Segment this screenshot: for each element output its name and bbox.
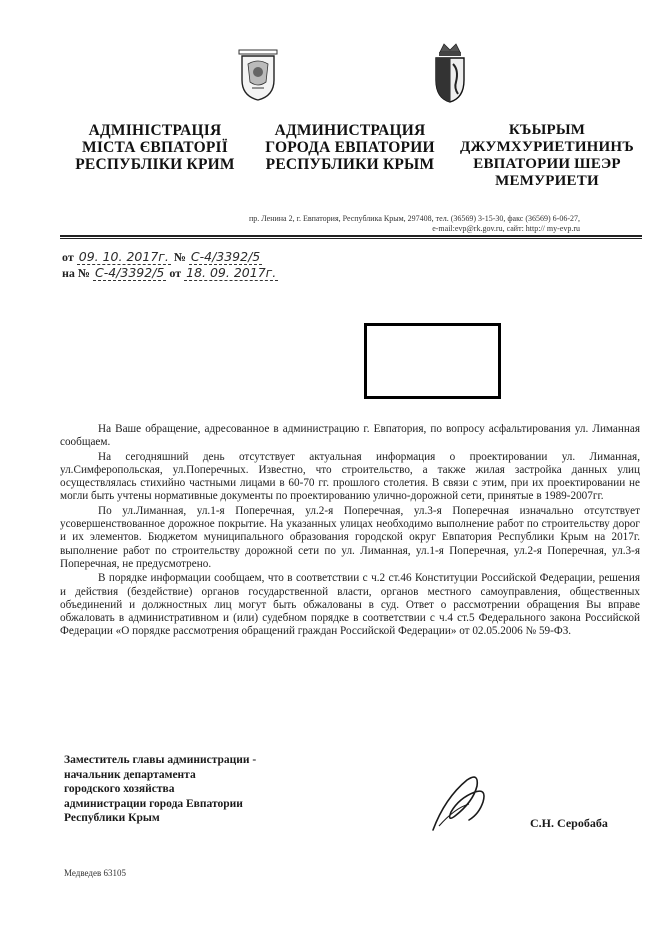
- incoming-reference: [62, 265, 278, 281]
- handwritten-signature-icon: [425, 768, 505, 838]
- body-paragraph: На Ваше обращение, адресованное в администрацию г. Евпатория, по вопросу асфальтирования ул. Лиманная сообщаем.: [60, 423, 640, 449]
- header-crimean-tatar: [452, 122, 642, 190]
- signer-name: С.Н. Серобаба: [530, 816, 608, 830]
- address-block: [60, 214, 580, 234]
- header-ukrainian: [60, 122, 250, 173]
- header-crh-line: ДЖУМХУРИЕТИНИНЪ: [460, 139, 634, 155]
- outgoing-reference: [62, 249, 262, 265]
- from-label: от: [62, 250, 74, 264]
- executor-note: Медведев 63105: [64, 868, 126, 878]
- header-divider: [60, 235, 642, 237]
- header-ru-line: АДМИНИСТРАЦИЯ: [274, 122, 426, 139]
- to-label: на №: [62, 266, 90, 280]
- position-line: начальник департамента: [64, 768, 196, 781]
- header-crh-line: КЪЫРЫМ: [508, 122, 586, 138]
- redacted-addressee: [364, 323, 501, 399]
- header-ru-line: РЕСПУБЛИКИ КРЫМ: [265, 156, 435, 173]
- header-ua-line: МІСТА ЄВПАТОРІЇ: [82, 139, 228, 156]
- incoming-number: С-4/3392/5: [94, 265, 165, 280]
- header-crh-line: МЕМУРИЕТИ: [495, 173, 599, 189]
- number-label: №: [173, 250, 186, 264]
- header-russian: [255, 122, 445, 173]
- ref-from-label: от: [169, 266, 182, 280]
- coat-of-arms-icon: [238, 48, 278, 102]
- incoming-date: 18. 09. 2017г.: [186, 265, 277, 280]
- position-line: Республики Крым: [64, 812, 160, 824]
- address-line: пр. Ленина 2, г. Евпатория, Республика Крым, 297408, тел. (36569) 3-15-30, факс (36569) 6-06-27,: [249, 214, 580, 223]
- signatory-position: [64, 753, 256, 826]
- city-emblem-icon: [430, 42, 470, 104]
- body-paragraph: По ул.Лиманная, ул.1-я Поперечная, ул.2-я Поперечная, ул.3-я Поперечная изначально отсутствует усовершенствованное дорожное покрытие. На указанных улицах необходимо выполнение работ по строительству дорог и их элементов. Бюджетом муниципального образования городской округ Евпатория Республики Крым на 2017г. выполнение работ по строительству дорожной сети по ул. Лиманная, ул.1-я Поперечная, ул.2-я Поперечная, ул.3-я Поперечная, не предусмотрено.: [60, 504, 640, 570]
- body-paragraph: В порядке информации сообщаем, что в соответствии с ч.2 ст.46 Конституции Российской Федерации, решения и действия (бездействие) органов государственной власти, органов местного самоуправления, общественных объединений и должностных лиц могут быть обжалованы в суд. Ответ о рассмотрении обращения Вы вправе обжаловать в административном и (или) судебном порядке в соответствии с ч.4 ст.5 Федерального закона Российской Федерации «О порядке рассмотрения обращений граждан Российской Федерации» от 02.05.2006 № 59-ФЗ.: [60, 572, 640, 638]
- outgoing-number: С-4/3392/5: [190, 249, 261, 264]
- header-crh-line: ЕВПАТОРИИ ШЕЭР: [473, 156, 621, 172]
- position-line: городского хозяйства: [64, 783, 175, 795]
- header-ua-line: АДМІНІСТРАЦІЯ: [88, 122, 222, 139]
- outgoing-date: 09. 10. 2017г.: [78, 249, 169, 264]
- header-ru-line: ГОРОДА ЕВПАТОРИИ: [265, 139, 435, 156]
- position-line: Заместитель главы администрации -: [64, 754, 257, 766]
- contact-line: e-mail:evp@rk.gov.ru, сайт: http:// my-evp.ru: [432, 224, 580, 233]
- body-paragraph: На сегодняшний день отсутствует актуальная информация о проектировании ул. Лиманная, ул.Симферопольская, ул.Поперечных. Известно, что строительство, а также жилая застройка данных улиц осуществлялась стихийно частными лицами в 60-70 гг. прошлого столетия. В связи с этим, при их проектировании не могли быть учтены нормативные документы по проектированию улично-дорожной сети, принятые в 1989-2007гг.: [60, 450, 640, 503]
- header-ua-line: РЕСПУБЛІКИ КРИМ: [75, 156, 235, 173]
- letter-body: [60, 423, 640, 640]
- position-line: администрации города Евпатории: [64, 797, 243, 810]
- header-divider: [60, 238, 642, 239]
